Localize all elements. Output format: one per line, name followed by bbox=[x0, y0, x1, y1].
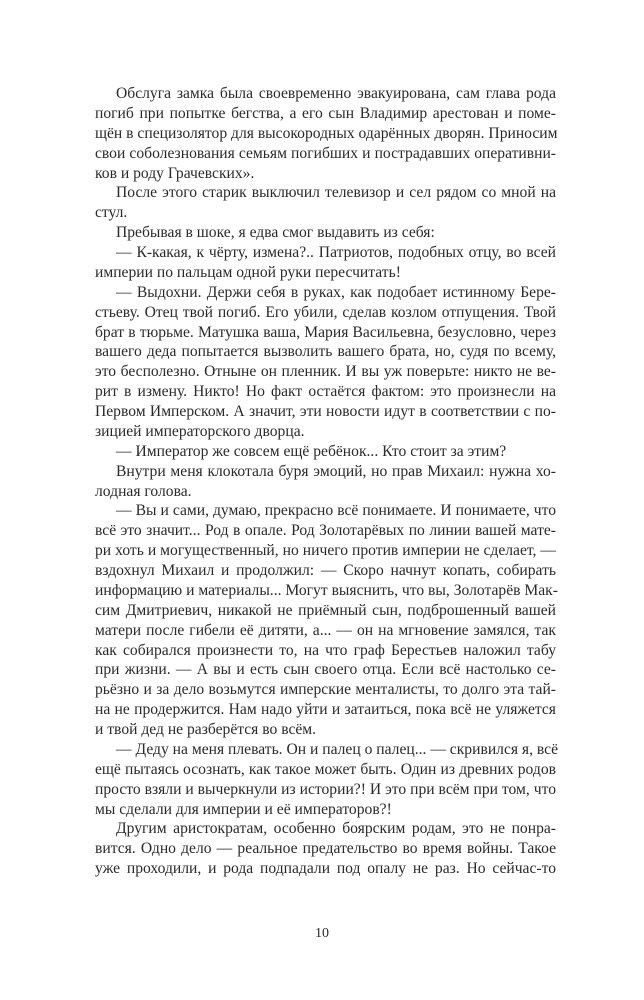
text-line: информацию и материалы... Могут выяснить, что вы, Золотарёв Мак- bbox=[95, 581, 558, 599]
text-line: это бесполезно. Отныне он пленник. И вы уж поверьте: никто не ве- bbox=[95, 363, 556, 381]
text-line: После этого старик выключил телевизор и сел рядом со мной на bbox=[116, 184, 556, 202]
text-line: Первом Имперском. А значит, эти новости идут в соответствии с по- bbox=[95, 403, 556, 420]
text-line: — Император же совсем ещё ребёнок... Кто стоит за этим? bbox=[116, 442, 507, 460]
text-line: вашего деда попытается вызволить вашего брата, но, судя по всему, bbox=[95, 343, 556, 361]
text-line: стьеву. Отец твой погиб. Его убили, сделав козлом отпущения. Твой bbox=[95, 303, 556, 321]
text-line: ещё пытаясь осознать, как такое может быть. Один из древних родов bbox=[95, 760, 556, 778]
text-line: уже проходили, и рода подпадали под опалу не раз. Но сейчас-то bbox=[95, 860, 556, 878]
text-line: просто взяли и вычеркнули из истории?! И это при всём при том, что bbox=[95, 780, 556, 798]
text-line: мы сделали для империи и её императоров?! bbox=[95, 800, 392, 818]
text-line: свои соболезнования семьям погибших и пострадавших оперативни- bbox=[95, 144, 556, 162]
text-line: ков и роду Грачевских». bbox=[95, 164, 255, 182]
text-line: как собирался произнести то, на что граф Берестьев наложил табу bbox=[95, 641, 556, 659]
text-line: рьёзно и за дело возьмутся имперские менталисты, то долго эта тай- bbox=[95, 681, 556, 699]
text-line: — Выдохни. Держи себя в руках, как подобает истинному Бере- bbox=[116, 283, 556, 301]
page-body-text bbox=[95, 84, 559, 879]
text-line: — К-какая, к чёрту, измена?.. Патриотов, подобных отцу, во всей bbox=[116, 244, 556, 261]
text-line: и твой дед не разберётся во всём. bbox=[95, 721, 317, 738]
text-line: Внутри меня клокотала буря эмоций, но прав Михаил: нужна хо- bbox=[116, 462, 556, 480]
text-line: всё это значит... Род в опале. Род Золотарёвых по линии вашей мате- bbox=[95, 522, 556, 540]
text-line: Пребывая в шоке, я едва смог выдавить из себя: bbox=[116, 224, 435, 242]
text-line: сим Дмитриевич, никакой не приёмный сын, подброшенный вашей bbox=[95, 601, 556, 619]
text-line: матери после гибели её дитяти, а... — он на мгновение замялся, так bbox=[95, 621, 556, 639]
text-line: погиб при попытке бегства, а его сын Владимир арестован и поме- bbox=[95, 104, 556, 122]
text-line: Обслуга замка была своевременно эвакуирована, сам глава рода bbox=[116, 85, 556, 102]
page-number: 10 bbox=[315, 926, 329, 941]
text-line: ри хоть и могущественный, но ничего против империи не сделает, — bbox=[95, 542, 556, 560]
text-line: лодная голова. bbox=[95, 482, 192, 500]
text-line: брат в тюрьме. Матушка ваша, Мария Васильевна, безусловно, через bbox=[95, 323, 556, 341]
text-line: на не продержится. Нам надо уйти и затаиться, пока всё не уляжется bbox=[95, 701, 556, 719]
text-line: вится. Одно дело — реальное предательство во время войны. Такое bbox=[95, 840, 556, 858]
text-line: — Вы и сами, думаю, прекрасно всё понимаете. И понимаете, что bbox=[116, 502, 556, 520]
text-line: рит в измену. Никто! Но факт остаётся фактом: это произнесли на bbox=[95, 383, 556, 401]
text-line: зицией императорского дворца. bbox=[95, 422, 305, 440]
text-line: Другим аристократам, особенно боярским родам, это не понра- bbox=[116, 820, 556, 838]
text-line: империи по пальцам одной руки пересчитать! bbox=[95, 263, 401, 281]
text-line: — Деду на меня плевать. Он и палец о палец... — скривился я, всё bbox=[116, 740, 559, 758]
text-line: вздохнул Михаил и продолжил: — Скоро начнут копать, собирать bbox=[95, 562, 556, 579]
text-line: при жизни. — А вы и есть сын своего отца. Если всё настолько се- bbox=[95, 661, 556, 679]
text-line: щён в специзолятор для высокородных одарённых дворян. Приносим bbox=[95, 124, 558, 142]
text-line: стул. bbox=[95, 204, 128, 222]
